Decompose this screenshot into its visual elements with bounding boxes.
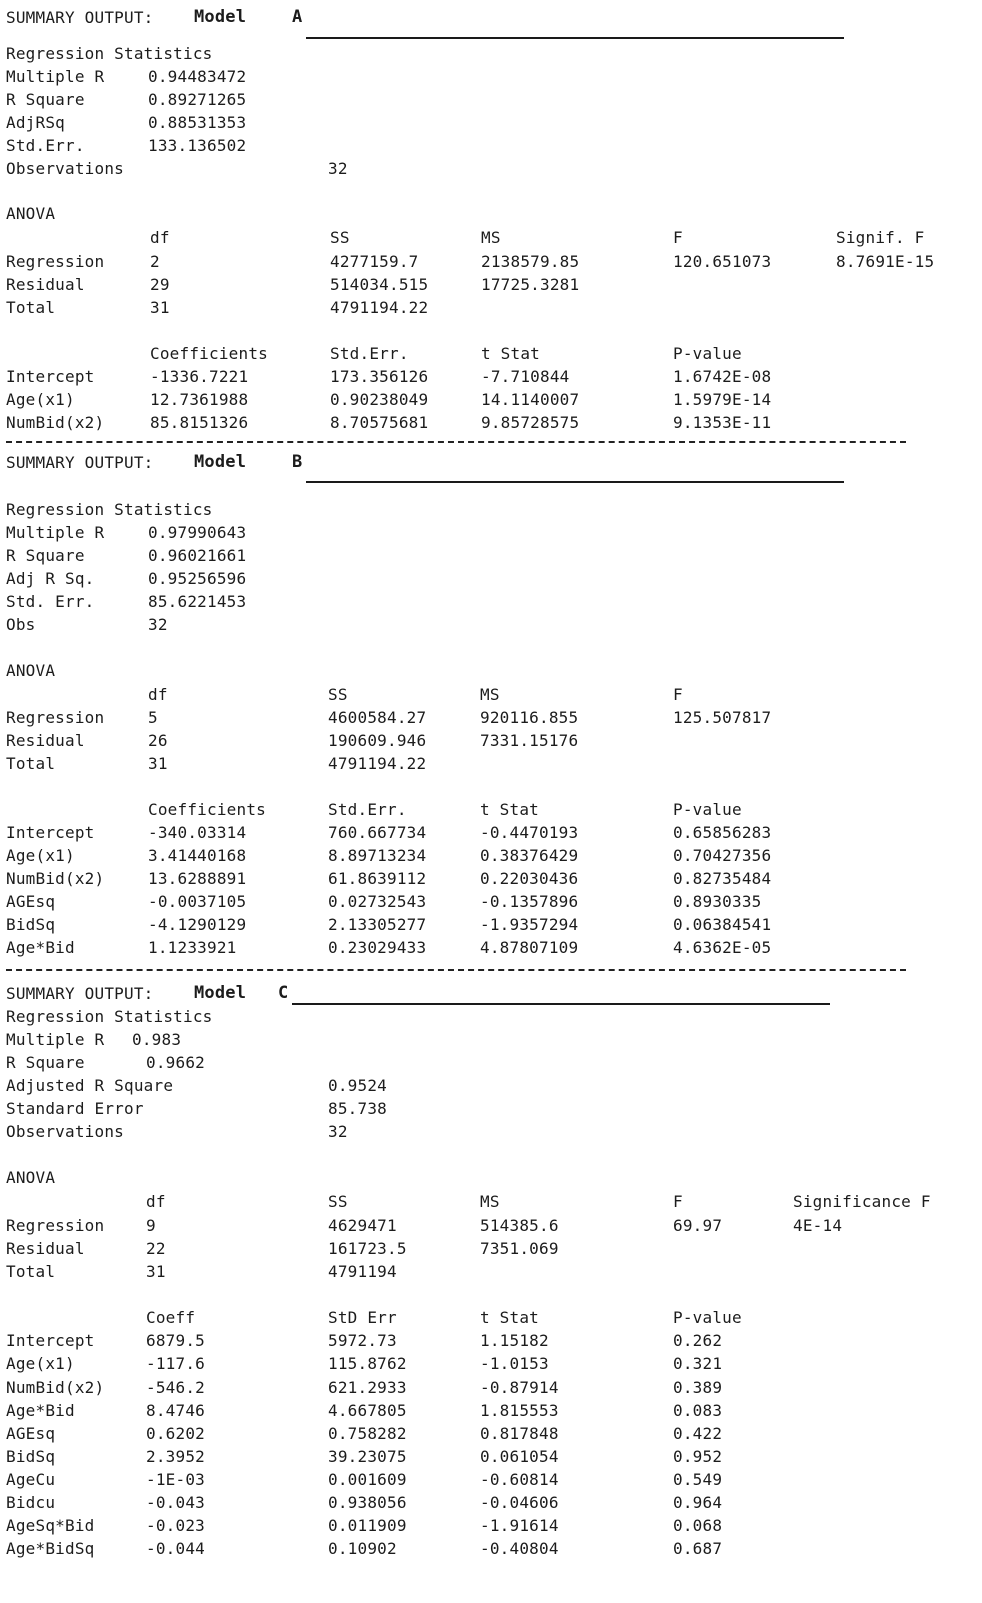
coef-cell: -0.0037105 [148, 892, 247, 911]
model-a-anova-title: ANOVA [6, 204, 56, 223]
anova-cell: 125.507817 [673, 708, 772, 727]
coef-cell: -546.2 [146, 1378, 205, 1397]
anova-cell: 514385.6 [480, 1216, 559, 1235]
coef-cell: -7.710844 [481, 367, 570, 386]
anova-column-header: F [673, 685, 683, 704]
coef-cell: -1336.7221 [150, 367, 249, 386]
coef-cell: 0.068 [673, 1516, 723, 1535]
coef-cell: 0.011909 [328, 1516, 407, 1535]
anova-cell: 161723.5 [328, 1239, 407, 1258]
anova-cell: 920116.855 [480, 708, 579, 727]
model-b-title-underline [306, 481, 844, 483]
anova-cell: 5 [148, 708, 158, 727]
stat-label: Observations [6, 159, 124, 178]
model-b-letter: B [292, 452, 303, 472]
stat-label: R Square [6, 1053, 85, 1072]
coef-cell: 0.422 [673, 1424, 723, 1443]
anova-cell: 8.7691E-15 [836, 252, 935, 271]
coef-cell: 2.3952 [146, 1447, 205, 1466]
coef-cell: 0.687 [673, 1539, 723, 1558]
model-a-stats-title: Regression Statistics [6, 44, 213, 63]
anova-row-label: Regression [6, 1216, 105, 1235]
coef-cell: 0.70427356 [673, 846, 772, 865]
coef-cell: -0.1357896 [480, 892, 579, 911]
anova-cell: 4791194.22 [330, 298, 429, 317]
coef-cell: 0.758282 [328, 1424, 407, 1443]
coef-row-label: Intercept [6, 823, 95, 842]
stat-value: 0.983 [132, 1030, 182, 1049]
coef-column-header: Coefficients [150, 344, 268, 363]
coef-cell: 0.549 [673, 1470, 723, 1489]
coef-row-label: AGEsq [6, 1424, 56, 1443]
coef-row-label: NumBid(x2) [6, 1378, 105, 1397]
coef-row-label: Age(x1) [6, 1354, 75, 1373]
model-a-title: Model [194, 7, 247, 27]
coef-cell: 0.22030436 [480, 869, 579, 888]
stat-value: 85.6221453 [148, 592, 247, 611]
coef-cell: 1.5979E-14 [673, 390, 772, 409]
coef-row-label: Age(x1) [6, 390, 75, 409]
anova-cell: 31 [150, 298, 170, 317]
anova-row-label: Regression [6, 252, 105, 271]
anova-column-header: F [673, 228, 683, 247]
coef-cell: -0.044 [146, 1539, 205, 1558]
coef-cell: 0.001609 [328, 1470, 407, 1489]
coef-cell: -1.0153 [480, 1354, 549, 1373]
model-c-anova-title: ANOVA [6, 1168, 56, 1187]
coef-column-header: t Stat [480, 800, 539, 819]
model-c-stats-title: Regression Statistics [6, 1007, 213, 1026]
coef-cell: 0.061054 [480, 1447, 559, 1466]
anova-column-header: Significance F [793, 1192, 931, 1211]
coef-row-label: AgeCu [6, 1470, 56, 1489]
stat-value: 85.738 [328, 1099, 387, 1118]
coef-cell: -1.9357294 [480, 915, 579, 934]
anova-row-label: Total [6, 298, 56, 317]
stat-value: 32 [328, 1122, 348, 1141]
stat-value: 0.96021661 [148, 546, 247, 565]
anova-column-header: df [146, 1192, 166, 1211]
stat-value: 0.89271265 [148, 90, 247, 109]
anova-column-header: SS [328, 1192, 348, 1211]
anova-cell: 190609.946 [328, 731, 427, 750]
coef-cell: 0.952 [673, 1447, 723, 1466]
anova-cell: 514034.515 [330, 275, 429, 294]
anova-cell: 7351.069 [480, 1239, 559, 1258]
stat-value: 0.9524 [328, 1076, 387, 1095]
anova-cell: 2138579.85 [481, 252, 580, 271]
coef-cell: -4.1290129 [148, 915, 247, 934]
coef-cell: -0.04606 [480, 1493, 559, 1512]
coef-cell: -0.60814 [480, 1470, 559, 1489]
coef-cell: 8.70575681 [330, 413, 429, 432]
anova-cell: 4E-14 [793, 1216, 843, 1235]
section-divider [6, 441, 906, 443]
coef-column-header: t Stat [481, 344, 540, 363]
model-a-title-underline [306, 37, 844, 39]
anova-cell: 4791194 [328, 1262, 397, 1281]
coef-row-label: AGEsq [6, 892, 56, 911]
coef-cell: 12.7361988 [150, 390, 249, 409]
anova-cell: 31 [146, 1262, 166, 1281]
anova-cell: 4629471 [328, 1216, 397, 1235]
coef-column-header: Std.Err. [330, 344, 409, 363]
coef-row-label: Age*BidSq [6, 1539, 95, 1558]
coef-cell: 115.8762 [328, 1354, 407, 1373]
coef-cell: 1.6742E-08 [673, 367, 772, 386]
model-b-summary-label: SUMMARY OUTPUT: [6, 453, 154, 472]
coef-column-header: t Stat [480, 1308, 539, 1327]
coef-cell: 4.667805 [328, 1401, 407, 1420]
coef-cell: 0.90238049 [330, 390, 429, 409]
coef-row-label: NumBid(x2) [6, 413, 105, 432]
coef-cell: 0.083 [673, 1401, 723, 1420]
stat-value: 0.88531353 [148, 113, 247, 132]
coef-cell: 9.85728575 [481, 413, 580, 432]
anova-row-label: Residual [6, 275, 85, 294]
coef-row-label: Intercept [6, 1331, 95, 1350]
anova-row-label: Total [6, 754, 56, 773]
coef-cell: 2.13305277 [328, 915, 427, 934]
anova-column-header: F [673, 1192, 683, 1211]
coef-row-label: Age(x1) [6, 846, 75, 865]
anova-column-header: MS [480, 1192, 500, 1211]
coef-cell: 0.06384541 [673, 915, 772, 934]
anova-row-label: Residual [6, 1239, 85, 1258]
coef-cell: 3.41440168 [148, 846, 247, 865]
anova-cell: 120.651073 [673, 252, 772, 271]
anova-cell: 7331.15176 [480, 731, 579, 750]
anova-column-header: df [148, 685, 168, 704]
model-c-summary-label: SUMMARY OUTPUT: [6, 984, 154, 1003]
coef-column-header: P-value [673, 800, 742, 819]
coef-row-label: Bidcu [6, 1493, 56, 1512]
coef-cell: 5972.73 [328, 1331, 397, 1350]
anova-cell: 4791194.22 [328, 754, 427, 773]
stat-label: R Square [6, 546, 85, 565]
anova-row-label: Residual [6, 731, 85, 750]
coef-cell: -0.87914 [480, 1378, 559, 1397]
model-b-title: Model [194, 452, 247, 472]
anova-cell: 31 [148, 754, 168, 773]
coef-cell: 61.8639112 [328, 869, 427, 888]
model-c-letter: C [278, 983, 289, 1003]
coef-cell: 1.15182 [480, 1331, 549, 1350]
coef-column-header: P-value [673, 344, 742, 363]
anova-column-header: MS [480, 685, 500, 704]
coef-cell: -0.023 [146, 1516, 205, 1535]
anova-cell: 29 [150, 275, 170, 294]
model-b-stats-title: Regression Statistics [6, 500, 213, 519]
anova-cell: 22 [146, 1239, 166, 1258]
model-a-summary-label: SUMMARY OUTPUT: [6, 8, 154, 27]
stat-label: Obs [6, 615, 36, 634]
coef-cell: 13.6288891 [148, 869, 247, 888]
anova-cell: 4600584.27 [328, 708, 427, 727]
coef-row-label: BidSq [6, 1447, 56, 1466]
coef-cell: -0.4470193 [480, 823, 579, 842]
stat-value: 133.136502 [148, 136, 247, 155]
coef-cell: -1E-03 [146, 1470, 205, 1489]
coef-cell: -0.043 [146, 1493, 205, 1512]
coef-cell: 0.8930335 [673, 892, 762, 911]
coef-column-header: P-value [673, 1308, 742, 1327]
stat-label: Standard Error [6, 1099, 144, 1118]
coef-cell: 8.4746 [146, 1401, 205, 1420]
stat-value: 0.9662 [146, 1053, 205, 1072]
coef-row-label: Intercept [6, 367, 95, 386]
coef-cell: 9.1353E-11 [673, 413, 772, 432]
coef-cell: 0.262 [673, 1331, 723, 1350]
stat-label: Std. Err. [6, 592, 95, 611]
section-divider [6, 969, 906, 971]
coef-row-label: BidSq [6, 915, 56, 934]
stat-label: Multiple R [6, 67, 105, 86]
anova-cell: 17725.3281 [481, 275, 580, 294]
coef-row-label: Age*Bid [6, 1401, 75, 1420]
coef-cell: 4.6362E-05 [673, 938, 772, 957]
model-c-title: Model [194, 983, 247, 1003]
coef-column-header: StD Err [328, 1308, 397, 1327]
coef-cell: 0.6202 [146, 1424, 205, 1443]
coef-column-header: Coeff [146, 1308, 196, 1327]
stat-label: Multiple R [6, 1030, 105, 1049]
stat-value: 32 [328, 159, 348, 178]
anova-cell: 4277159.7 [330, 252, 419, 271]
model-b-anova-title: ANOVA [6, 661, 56, 680]
coef-cell: 0.389 [673, 1378, 723, 1397]
coef-cell: 0.23029433 [328, 938, 427, 957]
coef-cell: 0.38376429 [480, 846, 579, 865]
coef-cell: 8.89713234 [328, 846, 427, 865]
anova-cell: 26 [148, 731, 168, 750]
coef-column-header: Std.Err. [328, 800, 407, 819]
coef-cell: 4.87807109 [480, 938, 579, 957]
anova-column-header: df [150, 228, 170, 247]
coef-cell: 1.1233921 [148, 938, 237, 957]
anova-column-header: SS [328, 685, 348, 704]
stat-value: 0.95256596 [148, 569, 247, 588]
coef-cell: 6879.5 [146, 1331, 205, 1350]
coef-row-label: NumBid(x2) [6, 869, 105, 888]
coef-cell: 0.964 [673, 1493, 723, 1512]
coef-cell: 14.1140007 [481, 390, 580, 409]
coef-cell: 85.8151326 [150, 413, 249, 432]
anova-row-label: Total [6, 1262, 56, 1281]
stat-label: Multiple R [6, 523, 105, 542]
coef-cell: -117.6 [146, 1354, 205, 1373]
stat-label: Observations [6, 1122, 124, 1141]
coef-cell: 0.321 [673, 1354, 723, 1373]
coef-cell: 0.65856283 [673, 823, 772, 842]
stat-value: 32 [148, 615, 168, 634]
stat-value: 0.97990643 [148, 523, 247, 542]
coef-cell: 173.356126 [330, 367, 429, 386]
coef-cell: 0.02732543 [328, 892, 427, 911]
coef-cell: 760.667734 [328, 823, 427, 842]
coef-cell: 0.938056 [328, 1493, 407, 1512]
coef-column-header: Coefficients [148, 800, 266, 819]
anova-cell: 69.97 [673, 1216, 723, 1235]
coef-cell: 0.82735484 [673, 869, 772, 888]
coef-cell: 621.2933 [328, 1378, 407, 1397]
coef-cell: 0.817848 [480, 1424, 559, 1443]
stat-label: Adjusted R Square [6, 1076, 174, 1095]
coef-cell: -1.91614 [480, 1516, 559, 1535]
coef-cell: 0.10902 [328, 1539, 397, 1558]
stat-label: Adj R Sq. [6, 569, 95, 588]
coef-row-label: Age*Bid [6, 938, 75, 957]
anova-cell: 9 [146, 1216, 156, 1235]
anova-column-header: SS [330, 228, 350, 247]
coef-cell: 1.815553 [480, 1401, 559, 1420]
anova-cell: 2 [150, 252, 160, 271]
stat-value: 0.94483472 [148, 67, 247, 86]
coef-cell: 39.23075 [328, 1447, 407, 1466]
coef-row-label: AgeSq*Bid [6, 1516, 95, 1535]
anova-row-label: Regression [6, 708, 105, 727]
coef-cell: -0.40804 [480, 1539, 559, 1558]
stat-label: Std.Err. [6, 136, 85, 155]
model-c-title-underline [292, 1003, 830, 1005]
stat-label: R Square [6, 90, 85, 109]
coef-cell: -340.03314 [148, 823, 247, 842]
stat-label: AdjRSq [6, 113, 65, 132]
anova-column-header: MS [481, 228, 501, 247]
model-a-letter: A [292, 7, 303, 27]
anova-column-header: Signif. F [836, 228, 925, 247]
